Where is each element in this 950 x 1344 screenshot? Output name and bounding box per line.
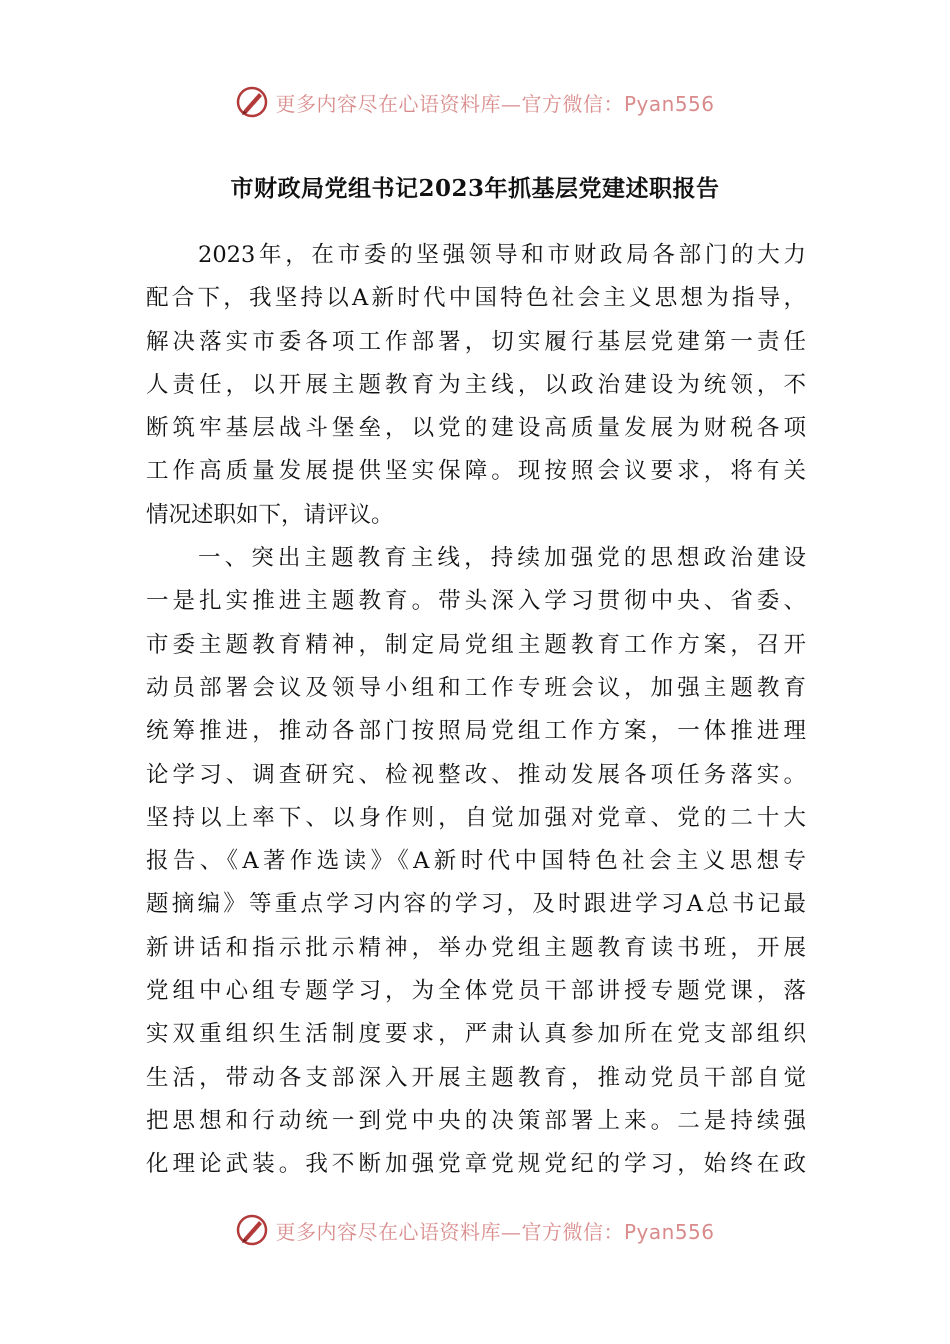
body-line: 新讲话和指示批示精神，举办党组主题教育读书班，开展 [146, 934, 806, 961]
body-line: 实双重组织生活制度要求，严肃认真参加所在党支部组织 [146, 1021, 806, 1048]
watermark-text: 更多内容尽在心语资料库—官方微信：Pyan556 [275, 91, 715, 116]
watermark-text: 更多内容尽在心语资料库—官方微信：Pyan556 [275, 1219, 715, 1244]
body-line: 情况述职如下，请评议。 [146, 501, 394, 528]
body-line: 2023年，在市委的坚强领导和市财政局各部门的大力 [198, 242, 806, 268]
body-line: 党组中心组专题学习，为全体党员干部讲授专题党课，落 [146, 978, 806, 1005]
body-line: 断筑牢基层战斗堡垒，以党的建设高质量发展为财税各项 [146, 415, 806, 442]
body-line: 配合下，我坚持以A新时代中国特色社会主义思想为指导， [146, 285, 806, 312]
pen-logo-icon [235, 1213, 269, 1247]
body-line: 坚持以上率下、以身作则，自觉加强对党章、党的二十大 [146, 804, 806, 831]
body-line: 生活，带动各支部深入开展主题教育，推动党员干部自觉 [146, 1064, 806, 1091]
body-line: 论学习、调查研究、检视整改、推动发展各项任务落实。 [146, 761, 806, 788]
header-watermark-banner [0, 82, 950, 122]
pen-logo-icon [235, 85, 269, 119]
body-line: 工作高质量发展提供坚实保障。现按照会议要求，将有关 [146, 458, 806, 485]
body-line: 一是扎实推进主题教育。带头深入学习贯彻中央、省委、 [146, 588, 806, 615]
document-body [146, 234, 806, 1187]
body-line: 动员部署会议及领导小组和工作专班会议，加强主题教育 [146, 674, 806, 701]
body-line: 题摘编》等重点学习内容的学习，及时跟进学习A总书记最 [146, 891, 806, 918]
body-line: 报告、《A著作选读》《A新时代中国特色社会主义思想专 [146, 848, 806, 875]
body-line: 一、突出主题教育主线，持续加强党的思想政治建设 [198, 545, 806, 572]
footer-watermark-banner [0, 1210, 950, 1250]
body-line: 把思想和行动统一到党中央的决策部署上来。二是持续强 [146, 1107, 806, 1134]
document-title: 市财政局党组书记2023年抓基层党建述职报告 [230, 175, 720, 202]
body-line: 人责任，以开展主题教育为主线，以政治建设为统领，不 [146, 371, 806, 398]
body-line: 化理论武装。我不断加强党章党规党纪的学习，始终在政 [146, 1151, 806, 1178]
body-line: 解决落实市委各项工作部署，切实履行基层党建第一责任 [146, 328, 806, 355]
body-line: 统筹推进，推动各部门按照局党组工作方案，一体推进理 [146, 718, 806, 745]
body-line: 市委主题教育精神，制定局党组主题教育工作方案，召开 [146, 631, 806, 658]
